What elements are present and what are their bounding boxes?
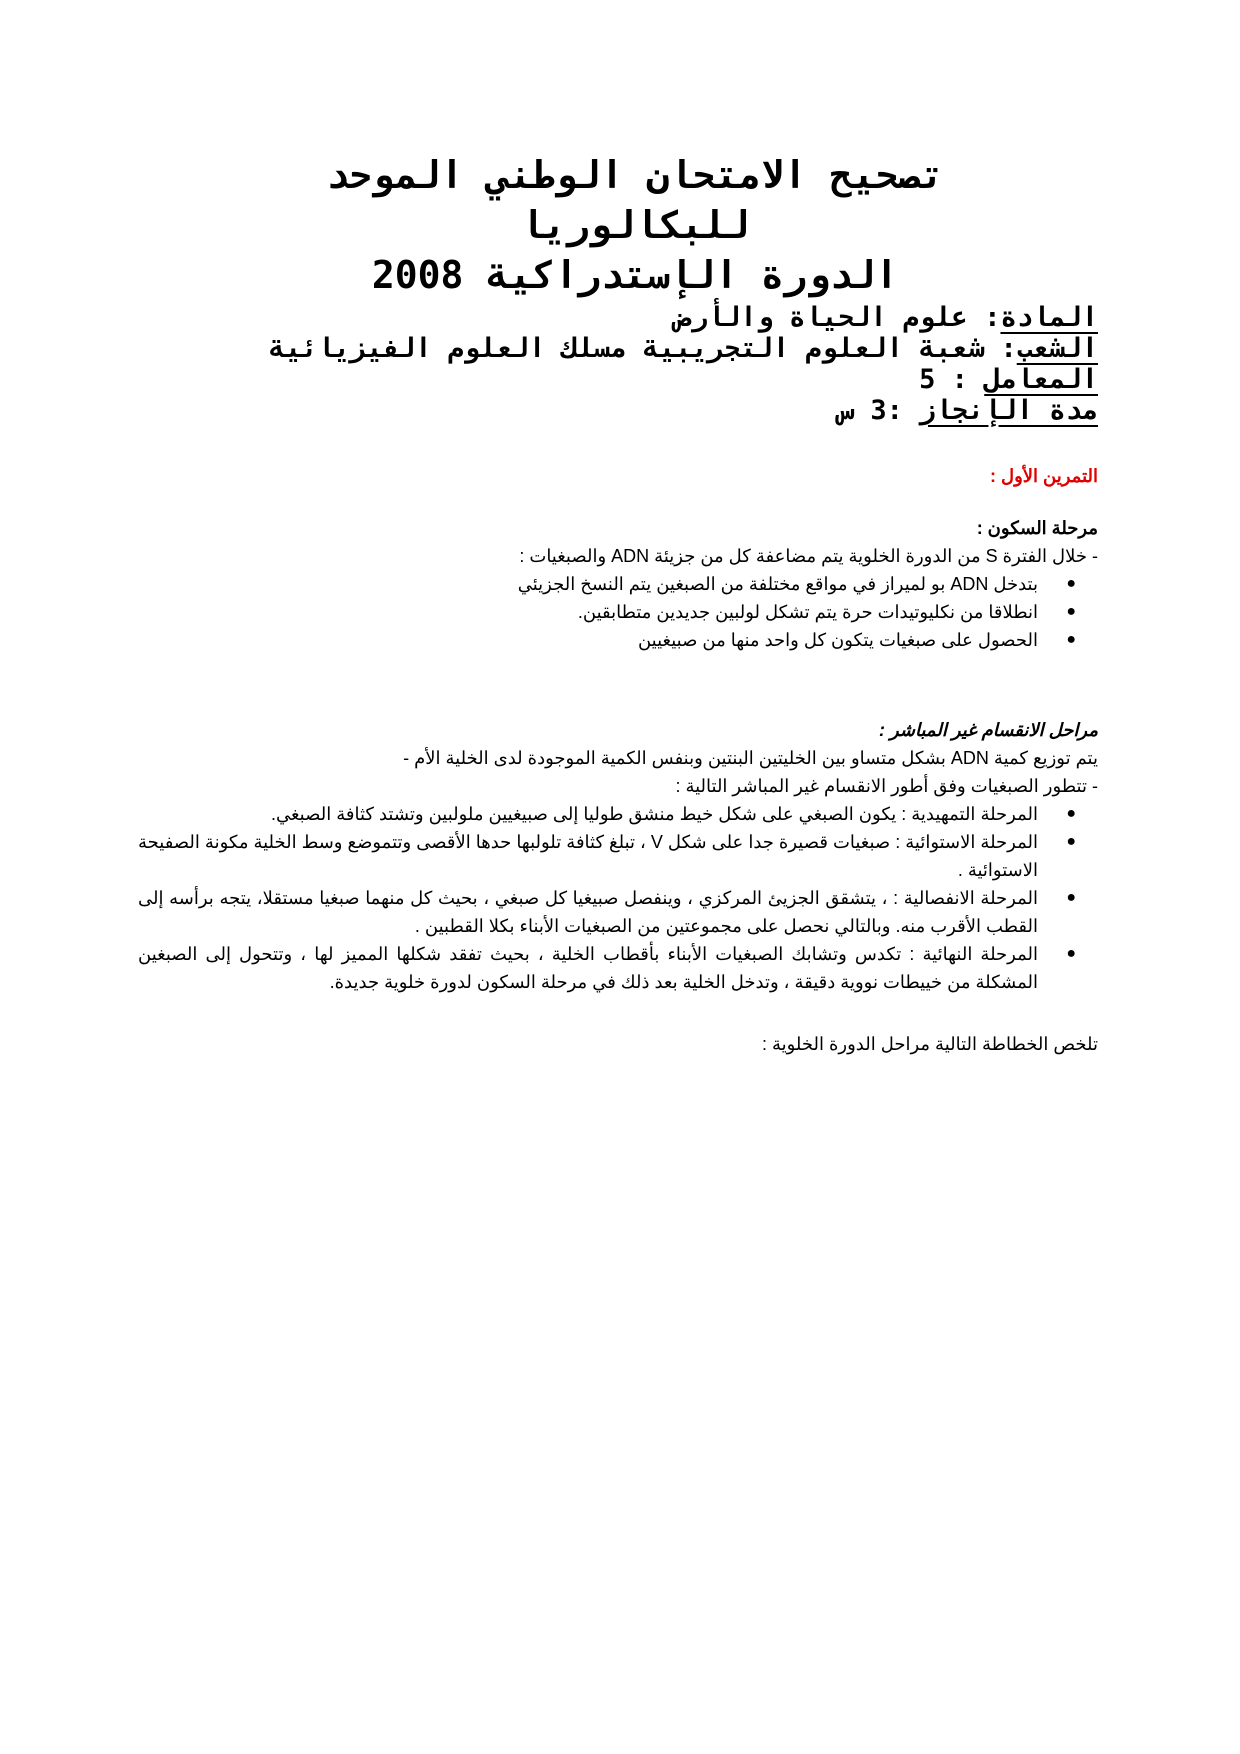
list-item <box>138 598 1076 626</box>
summary-text: تلخص الخطاطة التالية مراحل الدورة الخلوية : <box>761 1034 1098 1054</box>
bullet-icon: ● <box>1066 833 1076 850</box>
answer-content <box>138 462 1098 1058</box>
spacer <box>138 490 1098 514</box>
list-item <box>138 800 1076 828</box>
duration-label: مدة الإنجاز <box>919 395 1098 426</box>
exercise-1-title: التمرين الأول : <box>990 466 1098 486</box>
exam-title <box>170 150 1100 300</box>
interphase-intro: - خلال الفترة S من الدورة الخلوية يتم مضاعفة كل من جزيئة ADN والصبغيات : <box>519 546 1098 566</box>
mitosis-line-1: يتم توزيع كمية ADN بشكل متساو بين الخليتين البنتين وبنفس الكمية الموجودة لدى الخلية الأم - <box>403 748 1098 768</box>
list-item <box>138 940 1076 996</box>
subject-label: المادة <box>1000 302 1098 333</box>
coefficient-row <box>148 364 1098 395</box>
title-line-1: تصحيح الامتحان الوطني الموحد <box>326 153 944 197</box>
list-item-text: المرحلة التمهيدية : يكون الصبغي على شكل خيط منشق طوليا إلى صبيغيين ملولبين وتشتد كثافة الصبغي. <box>270 804 1038 824</box>
list-item-text: المرحلة الانفصالية : ، يتشقق الجزيئ المركزي ، وينفصل صبيغيا كل صبغي ، بحيث كل منهما صبغيا مستقلا، يتجه برأسه إلى القطب الأقرب منه. وبالتالي نحصل على مجموعتين من الصبغيات الأبناء بكلا القطبين . <box>138 888 1038 936</box>
branch-row <box>148 333 1098 364</box>
list-item <box>138 828 1076 884</box>
exam-meta <box>148 302 1098 426</box>
list-item <box>138 884 1076 940</box>
title-line-3: الدورة الإستدراكية 2008 <box>371 253 899 297</box>
mitosis-line-2: - تتطور الصبغيات وفق أطور الانقسام غير المباشر التالية : <box>675 776 1098 796</box>
bullet-icon: ● <box>1066 603 1076 620</box>
spacer <box>138 996 1098 1030</box>
subject-value: : علوم الحياة والأرض <box>675 302 1001 333</box>
list-item <box>138 570 1076 598</box>
mitosis-list <box>138 800 1098 996</box>
branch-value: : شعبة العلوم التجريبية مسلك العلوم الفيزيائية <box>268 333 1017 364</box>
list-item-text: المرحلة الاستوائية : صبغيات قصيرة جدا على شكل V ، تبلغ كثافة تلولبها حدها الأقصى وتتموضع وسط الخلية مكونة الصفيحة الاستوائية . <box>138 832 1038 880</box>
coefficient-value: : 5 <box>919 364 985 395</box>
bullet-icon: ● <box>1066 945 1076 962</box>
branch-label: الشعب <box>1016 333 1098 364</box>
duration-value: :3 س <box>837 395 920 426</box>
bullet-icon: ● <box>1066 631 1076 648</box>
bullet-icon: ● <box>1066 805 1076 822</box>
mitosis-title: مراحل الانقسام غير المباشر : <box>879 720 1098 740</box>
duration-row <box>148 395 1098 426</box>
bullet-icon: ● <box>1066 575 1076 592</box>
interphase-title: مرحلة السكون : <box>976 518 1098 538</box>
title-line-2: للبكالوريا <box>520 203 750 247</box>
subject-row <box>148 302 1098 333</box>
list-item <box>138 626 1076 654</box>
spacer <box>138 654 1098 716</box>
list-item-text: انطلاقا من نكليوتيدات حرة يتم تشكل لولبين جديدين متطابقين. <box>577 602 1038 622</box>
list-item-text: الحصول على صبغيات يتكون كل واحد منها من صبيغيين <box>637 630 1038 650</box>
list-item-text: المرحلة النهائية : تكدس وتشابك الصبغيات الأبناء بأقطاب الخلية ، بحيث تفقد شكلها المميز لها ، وتتحول إلى الصبغين المشكلة من خييطات نووية دقيقة ، وتدخل الخلية بعد ذلك في مرحلة السكون لدورة خلوية جديدة. <box>138 944 1038 992</box>
bullet-icon: ● <box>1066 889 1076 906</box>
interphase-list <box>138 570 1098 654</box>
coefficient-label: المعامل <box>984 364 1098 395</box>
list-item-text: بتدخل ADN بو لميراز في مواقع مختلفة من الصبغين يتم النسخ الجزيئي <box>517 574 1038 594</box>
